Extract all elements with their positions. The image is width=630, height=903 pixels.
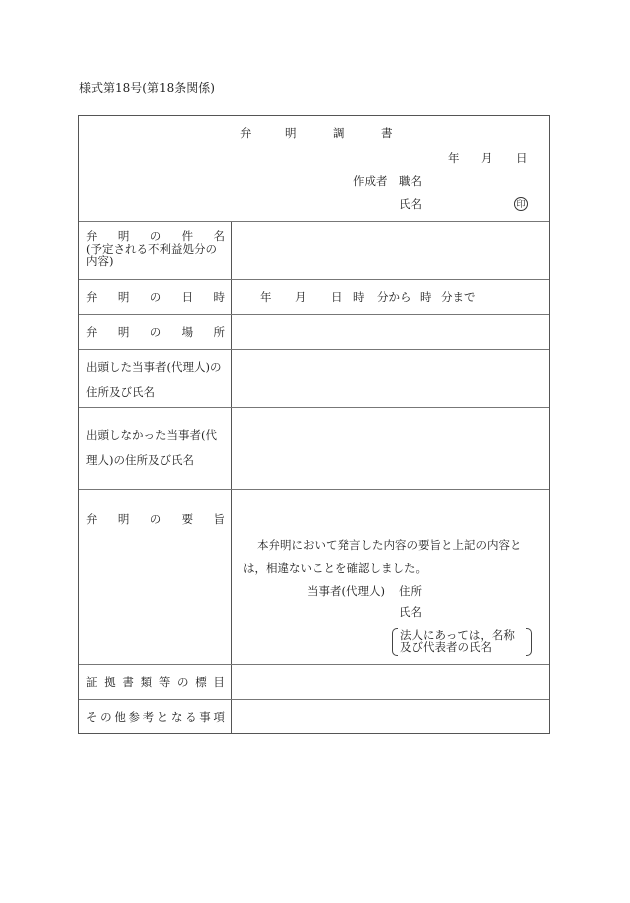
author-label: 作成者 bbox=[353, 174, 388, 188]
divider bbox=[79, 314, 549, 315]
corporate-note: 法人にあっては，名称及び代表者の氏名 bbox=[392, 627, 532, 655]
row-sublabel-subject: (予定される不利益処分の内容) bbox=[86, 242, 217, 268]
datetime-hour-from: 時 bbox=[353, 290, 365, 304]
divider bbox=[79, 349, 549, 350]
seal-icon: 印 bbox=[514, 197, 528, 211]
datetime-day: 日 bbox=[331, 290, 343, 304]
datetime-hour-to: 時 bbox=[420, 290, 432, 304]
row-label-evidence: 証 拠 書 類 等 の 標 目 bbox=[86, 675, 225, 689]
title-char: 調 bbox=[333, 126, 345, 140]
title-char: 明 bbox=[285, 126, 297, 140]
row-label-absent-party: 出頭しなかった当事者(代理人)の住所及び氏名 bbox=[86, 428, 217, 467]
divider bbox=[79, 221, 549, 222]
author-name-label: 氏名 bbox=[399, 197, 422, 211]
row-label-subject: 弁 明 の 件 名 bbox=[86, 229, 225, 243]
row-label-place: 弁 明 の 場 所 bbox=[86, 325, 225, 339]
datetime-year: 年 bbox=[260, 290, 272, 304]
column-divider bbox=[231, 222, 232, 733]
statement-record-form bbox=[78, 115, 550, 734]
divider bbox=[79, 279, 549, 280]
party-name-label: 氏名 bbox=[399, 605, 422, 619]
divider bbox=[79, 407, 549, 408]
date-month-label: 月 bbox=[481, 151, 493, 165]
datetime-minute-to: 分まで bbox=[441, 290, 476, 304]
party-label: 当事者(代理人) bbox=[307, 584, 385, 598]
row-label-attending-party: 出頭した当事者(代理人)の住所及び氏名 bbox=[86, 360, 222, 399]
divider bbox=[79, 664, 549, 665]
divider bbox=[79, 699, 549, 700]
confirmation-line-2: は，相違ないことを確認しました。 bbox=[243, 561, 427, 575]
row-label-datetime: 弁 明 の 日 時 bbox=[86, 290, 225, 304]
party-address-label: 住所 bbox=[399, 584, 422, 598]
confirmation-line-1: 本弁明において発言した内容の要旨と上記の内容と bbox=[257, 538, 522, 552]
row-label-summary: 弁 明 の 要 旨 bbox=[86, 512, 225, 526]
title-char: 書 bbox=[381, 126, 393, 140]
form-number: 様式第18号(第18条関係) bbox=[79, 81, 215, 95]
position-label: 職名 bbox=[399, 174, 422, 188]
title-char: 弁 bbox=[240, 126, 252, 140]
datetime-month: 月 bbox=[295, 290, 307, 304]
row-label-other: そ の 他 参 考 と な る 事 項 bbox=[86, 710, 225, 724]
divider bbox=[79, 489, 549, 490]
datetime-minute-from: 分から bbox=[377, 290, 412, 304]
date-year-label: 年 bbox=[448, 151, 460, 165]
date-day-label: 日 bbox=[516, 151, 528, 165]
